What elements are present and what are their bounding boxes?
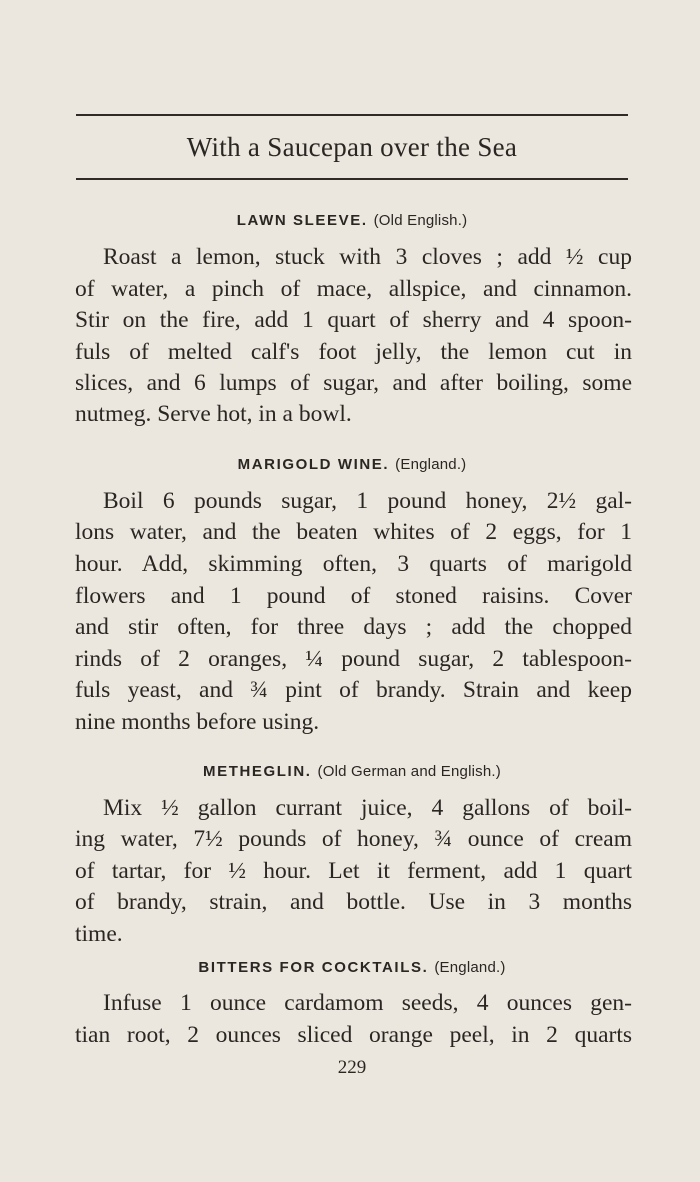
- header-rule-bottom: [76, 178, 628, 180]
- text-line: Stir on the fire, add 1 quart of sherry and 4 spoon-: [75, 307, 632, 333]
- recipe-heading-lawn-sleeve: [76, 212, 628, 229]
- text-line: Mix ½ gallon currant juice, 4 gallons of boil-: [103, 795, 632, 821]
- text-line: of water, a pinch of mace, allspice, and cinnamon.: [75, 276, 632, 302]
- text-line: Boil 6 pounds sugar, 1 pound honey, 2½ gal-: [103, 488, 632, 514]
- recipe-heading-marigold-wine: [76, 456, 628, 473]
- text-line: and stir often, for three days ; add the chopped: [75, 614, 632, 640]
- text-line: nutmeg. Serve hot, in a bowl.: [75, 401, 352, 427]
- text-line: fuls of melted calf's foot jelly, the lemon cut in: [75, 339, 632, 365]
- text-line: rinds of 2 oranges, ¼ pound sugar, 2 tablespoon-: [75, 646, 632, 672]
- recipe-title: BITTERS FOR COCKTAILS.: [198, 959, 429, 976]
- recipe-origin: (Old English.): [373, 212, 468, 229]
- recipe-origin: (Old German and English.): [317, 763, 501, 780]
- text-line: tian root, 2 ounces sliced orange peel, in 2 quarts: [75, 1022, 632, 1048]
- text-line: Roast a lemon, stuck with 3 cloves ; add ½ cup: [103, 244, 632, 270]
- text-line: nine months before using.: [75, 709, 320, 735]
- text-line: flowers and 1 pound of stoned raisins. Cover: [75, 583, 632, 609]
- text-line: fuls yeast, and ¾ pint of brandy. Strain and keep: [75, 677, 632, 703]
- text-line: slices, and 6 lumps of sugar, and after boiling, some: [75, 370, 632, 396]
- text-line: time.: [75, 921, 123, 947]
- recipe-heading-metheglin: [76, 763, 628, 780]
- header-rule-top: [76, 114, 628, 116]
- recipe-title: MARIGOLD WINE.: [237, 456, 390, 473]
- text-line: ing water, 7½ pounds of honey, ¾ ounce of cream: [75, 826, 632, 852]
- recipe-origin: (England.): [434, 959, 506, 976]
- recipe-heading-bitters-for-cocktails: [76, 959, 628, 976]
- recipe-title: METHEGLIN.: [203, 763, 312, 780]
- recipe-origin: (England.): [395, 456, 467, 473]
- text-line: of brandy, strain, and bottle. Use in 3 months: [75, 889, 632, 915]
- text-line: Infuse 1 ounce cardamom seeds, 4 ounces gen-: [103, 990, 632, 1016]
- recipe-title: LAWN SLEEVE.: [236, 212, 368, 229]
- text-line: of tartar, for ½ hour. Let it ferment, add 1 quart: [75, 858, 632, 884]
- running-head: With a Saucepan over the Sea: [186, 132, 518, 162]
- text-line: lons water, and the beaten whites of 2 eggs, for 1: [75, 519, 632, 545]
- text-line: hour. Add, skimming often, 3 quarts of marigold: [75, 551, 632, 577]
- page-number: 229: [337, 1057, 367, 1078]
